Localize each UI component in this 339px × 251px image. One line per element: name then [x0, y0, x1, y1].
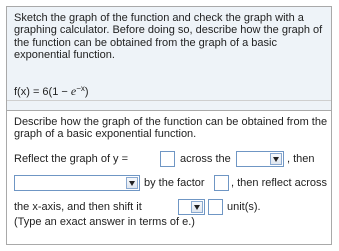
hint-text: (Type an exact answer in terms of e.) [14, 216, 195, 228]
chevron-down-icon[interactable] [191, 201, 203, 213]
function-suffix: ) [84, 86, 89, 98]
factor-input[interactable] [214, 175, 229, 191]
then-label: , then [287, 153, 315, 165]
question-text: Describe how the graph of the function can be obtained from the graph of a basic exponential function. [14, 116, 328, 141]
axis-dropdown[interactable] [236, 151, 284, 167]
problem-section [7, 7, 331, 111]
reflect-prefix: Reflect the graph of y = [14, 153, 129, 165]
function-e: e [70, 84, 77, 98]
function-prefix: f(x) = 6(1 − [14, 86, 68, 98]
units-label: unit(s). [227, 201, 261, 213]
x-axis-shift-label: the x-axis, and then shift it [14, 201, 142, 213]
function-exponent: −x [76, 84, 85, 93]
across-the-label: across the [180, 153, 231, 165]
by-the-factor-label: by the factor [144, 177, 205, 189]
transform-dropdown[interactable] [14, 175, 140, 191]
problem-prompt: Sketch the graph of the function and check the graph with a graphing calculator. Before doing so, describe how the graph of the function can be obtained from the graph of a basic exponential function. [14, 12, 323, 61]
section-divider [7, 100, 331, 101]
then-reflect-across-label: , then reflect across [231, 177, 327, 189]
base-function-input[interactable] [160, 151, 175, 167]
chevron-down-icon[interactable] [270, 153, 282, 165]
shift-amount-input[interactable] [208, 199, 223, 215]
exercise-panel [6, 6, 332, 245]
function-expression [14, 84, 89, 99]
chevron-down-icon[interactable] [126, 177, 138, 189]
shift-direction-dropdown[interactable] [178, 199, 205, 215]
